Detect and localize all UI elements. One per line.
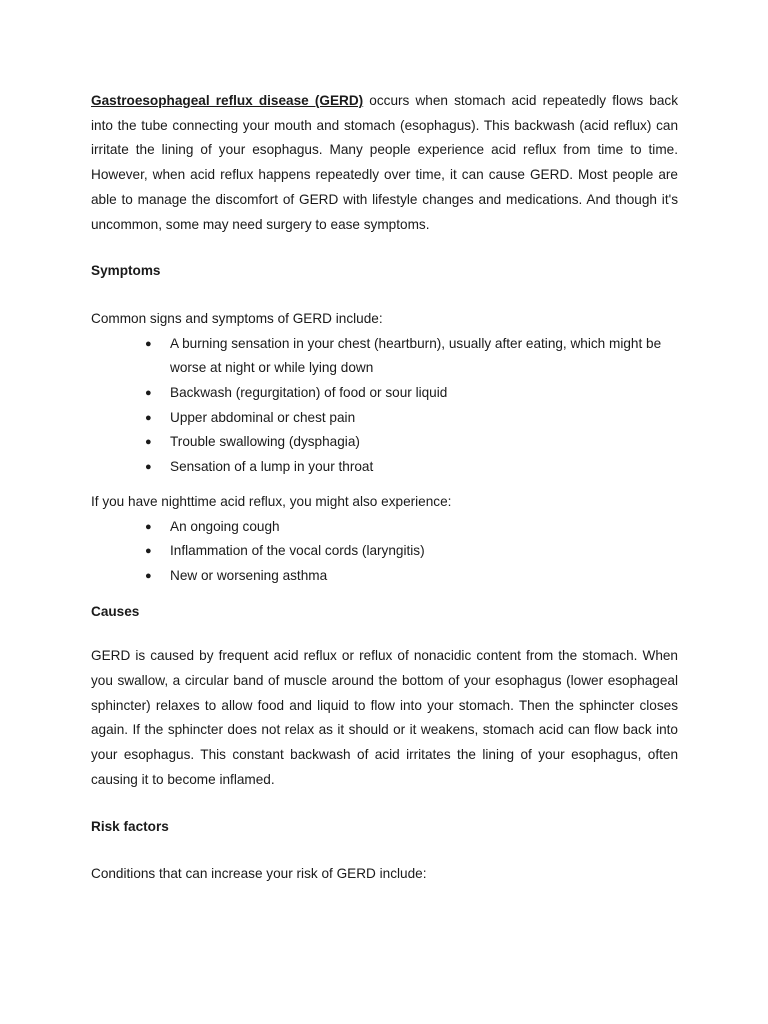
- risk-factors-heading: Risk factors: [91, 818, 169, 834]
- risk-factors-intro: Conditions that can increase your risk of GERD include:: [91, 866, 427, 882]
- bullet-icon: ●: [145, 545, 152, 558]
- bullet-icon: ●: [145, 436, 152, 449]
- bullet-icon: ●: [145, 520, 152, 533]
- document-page: [91, 89, 678, 887]
- list-item: ● An ongoing cough: [91, 515, 678, 540]
- nighttime-intro: If you have nighttime acid reflux, you might also experience:: [91, 493, 452, 509]
- list-item: ● Trouble swallowing (dysphagia): [91, 430, 678, 455]
- causes-heading: Causes: [91, 603, 140, 619]
- bullet-icon: ●: [145, 461, 152, 474]
- list-item: ● Sensation of a lump in your throat: [91, 455, 678, 480]
- list-item: ● New or worsening asthma: [91, 564, 678, 589]
- intro-term: Gastroesophageal reflux disease (GERD): [91, 93, 364, 108]
- bullet-icon: ●: [145, 569, 152, 582]
- intro-text: occurs when stomach acid repeatedly flows back into the tube connecting your mouth and stomach (esophagus). This backwash (acid reflux) can irritate the lining of your esophagus. Many people experience acid reflux from time to time. However, when acid reflux happens repeatedly over time, it can cause GERD. Most people are able to manage the discomfort of GERD with lifestyle changes and medications. And though it's uncommon, some may need surgery to ease symptoms.: [91, 93, 679, 232]
- list-item: ● A burning sensation in your chest (heartburn), usually after eating, which might be worse at night or while lying down: [91, 332, 678, 381]
- bullet-icon: ●: [145, 387, 152, 400]
- symptoms-intro: Common signs and symptoms of GERD include:: [91, 310, 383, 326]
- nighttime-list: [91, 515, 678, 589]
- symptoms-heading: Symptoms: [91, 263, 161, 279]
- bullet-icon: ●: [145, 337, 152, 350]
- list-item: ● Upper abdominal or chest pain: [91, 406, 678, 431]
- intro-paragraph: [91, 89, 678, 237]
- symptoms-list: [91, 332, 678, 480]
- causes-paragraph: GERD is caused by frequent acid reflux or reflux of nonacidic content from the stomach. When you swallow, a circular band of muscle around the bottom of your esophagus (lower esophageal sphincter) relaxes to allow food and liquid to flow into your stomach. Then the sphincter closes again. If the sphincter does not relax as it should or it weakens, stomach acid can flow back into your esophagus. This constant backwash of acid irritates the lining of your esophagus, often causing it to become inflamed.: [91, 648, 678, 787]
- list-item: ● Inflammation of the vocal cords (laryngitis): [91, 539, 678, 564]
- list-item: ● Backwash (regurgitation) of food or sour liquid: [91, 381, 678, 406]
- bullet-icon: ●: [145, 411, 152, 424]
